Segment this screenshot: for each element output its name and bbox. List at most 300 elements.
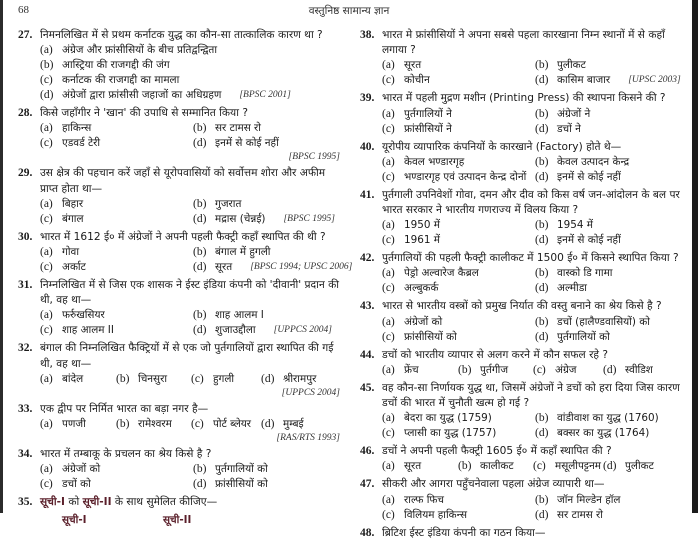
option-b <box>193 245 352 260</box>
question-block <box>18 341 340 398</box>
options-group <box>18 43 340 103</box>
option-d <box>535 170 686 185</box>
question-number: 29. <box>18 167 33 180</box>
question-number: 35. <box>18 496 33 509</box>
exam-source: [BPSC 1994; UPSC 2006] <box>250 262 353 273</box>
question-block <box>360 188 686 248</box>
option-text: अंग्रेजों को <box>404 315 443 328</box>
question-block <box>360 299 686 344</box>
option-key: (a) <box>382 219 395 232</box>
options-group <box>360 363 686 378</box>
option-d <box>193 323 340 338</box>
question-number: 43. <box>360 300 375 313</box>
option-text: आस्ट्रिया की राजगद्दी की जंग <box>62 59 170 72</box>
option-text: सूरत <box>404 460 422 473</box>
question-stem <box>18 341 340 371</box>
option-key: (a) <box>40 246 53 259</box>
option-text: पुर्तगालियों को <box>215 463 268 476</box>
option-a <box>40 121 193 136</box>
option-text: गुजरात <box>215 197 242 210</box>
option-d <box>535 122 686 137</box>
option-a <box>382 459 458 474</box>
options-group <box>18 462 340 492</box>
question-text: यूरोपीय व्यापारिक कंपनियों के कारखाने (Factory) होते थे— <box>382 140 622 153</box>
option-a <box>40 43 340 58</box>
option-text: अल्बुकर्क <box>404 282 439 295</box>
option-b <box>116 417 191 432</box>
option-key: (a) <box>382 493 395 506</box>
option-key: (a) <box>382 460 395 473</box>
option-key: (b) <box>193 122 207 135</box>
option-text: कालीकट <box>480 460 514 473</box>
option-c <box>382 233 535 248</box>
option-key: (c) <box>382 122 395 135</box>
option-text: अंग्रेजों द्वारा फ्रांसीसी जहाजों का अधिग्रहण <box>62 89 222 102</box>
list-label: सूची-II <box>82 496 112 509</box>
question-stem <box>18 495 340 510</box>
option-text: पुलीकट <box>625 460 654 473</box>
question-number: 34. <box>18 448 33 461</box>
option-key: (c) <box>191 372 204 385</box>
option-key: (a) <box>40 463 53 476</box>
options-group <box>360 459 686 474</box>
option-text: चिनसुरा <box>138 372 168 385</box>
option-key: (a) <box>382 59 395 72</box>
option-text: हुगली <box>213 372 235 385</box>
option-c <box>382 426 535 441</box>
option-key: (b) <box>535 107 549 120</box>
option-key: (c) <box>40 478 53 491</box>
option-text: इनमें से कोई नहीं <box>557 234 621 247</box>
question-number: 39. <box>360 92 375 105</box>
option-d <box>535 281 686 296</box>
question-text: पुर्तगालियों की पहली फैक्ट्री कालीकट में 1500 ई० में किसने स्थापित किया ? <box>382 252 679 265</box>
question-text: बंगाल की निम्नलिखित फैक्ट्रियों में से एक जो पुर्तगालियों द्वारा स्थापित की गई थी, वह था— <box>40 342 334 370</box>
option-c <box>40 260 193 275</box>
option-key: (c) <box>40 324 53 337</box>
question-block <box>360 28 686 88</box>
option-key: (a) <box>382 267 395 280</box>
option-text: मद्रास (चेन्नई) <box>215 212 266 225</box>
exam-source: [UPPCS 2004] <box>273 325 332 336</box>
option-text: फ्रांसीसियों को <box>215 478 268 491</box>
options-group <box>18 121 340 151</box>
option-text: मसूलीपट्टनम <box>555 460 601 473</box>
option-text: शुजाउद्दौला <box>215 324 256 337</box>
page-number: 68 <box>18 4 29 16</box>
option-b <box>458 363 533 378</box>
option-key: (d) <box>535 330 549 343</box>
exam-source: [UPPCS 2004] <box>281 387 340 398</box>
option-d <box>535 508 686 523</box>
option-text: बंगाल <box>62 212 84 225</box>
option-c <box>382 73 535 88</box>
options-group <box>360 218 686 248</box>
question-number: 42. <box>360 252 375 265</box>
option-text: पोर्ट ब्लेयर <box>213 418 252 431</box>
option-key: (a) <box>382 155 395 168</box>
question-block <box>18 278 340 338</box>
question-text: भारत मे फ्रांसीसियों ने अपना सबसे पहला कारखाना निम्न स्थानों में से कहाँ लगाया ? <box>382 29 665 57</box>
option-key: (a) <box>40 44 53 57</box>
option-d <box>261 372 340 387</box>
option-key: (b) <box>193 197 207 210</box>
option-b <box>193 121 340 136</box>
option-d <box>535 233 686 248</box>
option-a <box>382 266 535 281</box>
question-block <box>18 28 340 103</box>
options-group <box>360 58 686 88</box>
option-d <box>603 459 686 474</box>
question-text: उस क्षेत्र की पहचान करें जहाँ से यूरोपवासियों को सर्वोत्तम शोरा और अफीम प्राप्त होता था— <box>40 167 326 195</box>
option-text: शाह आलम II <box>62 324 114 337</box>
option-text: वांडीवाश का युद्ध (1760) <box>557 412 659 425</box>
option-c <box>191 417 261 432</box>
question-text: डचों को भारतीय व्यापार से अलग करने में कौन सफल रहे ? <box>382 348 609 361</box>
option-b <box>40 58 340 73</box>
question-number: 45. <box>360 381 375 394</box>
option-d <box>193 212 340 227</box>
option-text: डचों (हालैण्डवासियों) को <box>557 315 650 328</box>
option-key: (b) <box>40 59 54 72</box>
option-d <box>535 330 686 345</box>
option-text: फ्रांसीसियों को <box>404 330 457 343</box>
option-key: (c) <box>382 427 395 440</box>
option-b <box>193 197 340 212</box>
question-text: एक द्वीप पर निर्मित भारत का बड़ा नगर है— <box>40 402 209 415</box>
option-key: (b) <box>193 463 207 476</box>
options-group <box>360 155 686 185</box>
question-block <box>360 381 686 441</box>
question-text: भारत में तम्बाकू के प्रचलन का श्रेय किसे है ? <box>40 448 212 461</box>
option-text: बेदरा का युद्ध (1759) <box>404 412 492 425</box>
option-a <box>382 218 535 233</box>
option-a <box>40 372 116 387</box>
option-d <box>261 417 340 432</box>
option-b <box>535 218 686 233</box>
option-text: बिहार <box>62 197 84 210</box>
option-text: फर्रुखसियर <box>62 309 105 322</box>
options-group <box>360 493 686 523</box>
option-a <box>40 417 116 432</box>
option-a <box>40 197 193 212</box>
option-c <box>40 212 193 227</box>
option-b <box>116 372 191 387</box>
left-column <box>18 28 353 531</box>
option-key: (d) <box>535 282 549 295</box>
question-number: 48. <box>360 526 375 539</box>
question-number: 46. <box>360 445 375 458</box>
exam-source: [UPSC 2003] <box>628 75 681 86</box>
option-key: (d) <box>193 324 207 337</box>
question-number: 31. <box>18 279 33 292</box>
question-text: निमनलिखित में से प्रथम कर्नाटक युद्ध का कौन-सा तात्कालिक कारण था ? <box>40 29 323 41</box>
option-key: (d) <box>193 478 207 491</box>
option-b <box>535 411 686 426</box>
question-number: 28. <box>18 107 33 120</box>
option-text: राल्फ फिच <box>404 493 445 506</box>
question-text: निम्नलिखित में से जिस एक शासक ने ईस्ट इंडिया कंपनी को 'दीवानी' प्रदान की थी, वह था— <box>40 279 340 307</box>
option-a <box>382 363 458 378</box>
options-group <box>18 197 340 227</box>
option-text: केवल उत्पादन केन्द्र <box>557 155 630 168</box>
option-key: (d) <box>193 261 207 274</box>
option-b <box>535 58 686 73</box>
option-a <box>40 462 193 477</box>
question-text: डचों ने अपनी पहली फैक्ट्री 1605 ई० में कहाँ स्थापित की ? <box>382 445 612 458</box>
options-group <box>360 315 686 345</box>
option-text: प्लासी का युद्ध (1757) <box>404 427 497 440</box>
option-a <box>382 493 535 508</box>
option-c <box>40 136 193 151</box>
option-key: (a) <box>382 315 395 328</box>
option-d <box>193 136 340 151</box>
option-text: भण्डारगृह एवं उत्पादन केन्द्र दोनों <box>404 170 527 183</box>
question-stem <box>18 230 340 245</box>
option-c <box>40 323 193 338</box>
option-b <box>193 462 340 477</box>
option-text: जॉन मिल्डेन हॉल <box>557 493 621 506</box>
option-text: पणजी <box>62 418 86 431</box>
option-text: 1950 में <box>404 219 440 232</box>
option-key: (d) <box>535 427 549 440</box>
option-text: फ्रांसीसियों ने <box>404 122 452 135</box>
option-key: (b) <box>535 493 549 506</box>
option-text: वास्को डि गामा <box>557 267 613 280</box>
option-text: गोवा <box>62 246 80 259</box>
question-number: 38. <box>360 29 375 41</box>
match-list-header: सूची-I <box>62 514 87 527</box>
question-block <box>360 140 686 185</box>
question-stem <box>360 251 686 266</box>
option-key: (b) <box>193 309 207 322</box>
options-group <box>18 417 340 432</box>
option-text: कोचीन <box>404 74 430 87</box>
option-text: मुम्बई <box>283 418 304 431</box>
option-text: अंग्रेज और फ्रांसीसियों के बीच प्रतिद्वन्द्विता <box>62 44 218 57</box>
option-key: (c) <box>382 170 395 183</box>
option-c <box>382 122 535 137</box>
option-b <box>535 155 686 170</box>
question-block <box>18 106 340 163</box>
exam-source: [BPSC 1995] <box>283 213 335 224</box>
question-text: सीकरी और आगरा पहुँचनेवाला पहला अंग्रेज व्यापारी था— <box>382 478 605 491</box>
option-text: केवल भण्डारगृह <box>404 155 465 168</box>
option-a <box>382 107 535 122</box>
option-text: एडवर्ड टेरी <box>62 137 101 150</box>
option-text: अर्काट <box>62 261 86 274</box>
option-c <box>40 477 193 492</box>
question-block <box>18 447 340 492</box>
question-text: ब्रिटिश ईस्ट इंडिया कंपनी का गठन किया— <box>382 526 546 539</box>
option-key: (d) <box>535 234 549 247</box>
question-block <box>360 91 686 136</box>
option-key: (c) <box>533 363 546 376</box>
option-a <box>382 315 535 330</box>
question-block <box>360 477 686 522</box>
question-stem <box>18 166 340 196</box>
option-key: (d) <box>535 122 549 135</box>
option-key: (c) <box>40 212 53 225</box>
question-stem <box>360 526 686 541</box>
page-edge-left <box>0 0 3 513</box>
option-text: इनमें से कोई नहीं <box>215 137 279 150</box>
page-edge-right <box>692 0 698 513</box>
option-text: कर्नाटक की राजगद्दी का मामला <box>62 74 180 87</box>
option-key: (c) <box>382 330 395 343</box>
question-text: भारत से भारतीय वस्त्रों को प्रमुख निर्यात की वस्तु बनाने का श्रेय किसे है ? <box>382 300 662 313</box>
question-block <box>18 166 340 226</box>
option-text: डचों को <box>62 478 91 491</box>
question-text-part: के साथ सुमेलित कीजिए— <box>111 496 218 509</box>
question-number: 33. <box>18 402 33 415</box>
options-group <box>18 245 353 275</box>
option-text: अंग्रेजों को <box>62 463 101 476</box>
question-number: 27. <box>18 29 33 41</box>
options-group <box>360 107 686 137</box>
question-text: किसे जहाँगीर ने 'खान' की उपाधि से सम्मानित किया ? <box>40 107 248 120</box>
options-group <box>18 372 340 387</box>
question-stem <box>360 28 686 58</box>
exam-source: [BPSC 1995] <box>288 152 340 163</box>
question-text: पुर्तगाली उपनिवेशों गोवा, दमन और दीव को किस वर्ष जन-आंदोलन के बल पर भारत सरकार ने भारतीय गणराज्य में विलय किया ? <box>382 188 680 217</box>
option-text: अल्मीडा <box>557 282 587 295</box>
option-text: हाकिन्स <box>62 122 92 135</box>
option-text: पुर्तगालियों ने <box>404 107 452 120</box>
option-d <box>535 73 686 88</box>
option-c <box>533 459 603 474</box>
match-list-header: सूची-II <box>163 514 192 527</box>
option-d <box>193 477 340 492</box>
question-stem <box>18 402 340 417</box>
option-key: (c) <box>382 74 395 87</box>
option-key: (d) <box>603 460 617 473</box>
options-group <box>360 411 686 441</box>
match-list-headers <box>18 512 340 528</box>
question-number: 41. <box>360 188 375 201</box>
option-key: (b) <box>458 363 472 376</box>
option-key: (a) <box>40 197 53 210</box>
option-text: विलियम हाकिन्स <box>404 508 467 521</box>
option-text: पुलीकट <box>557 59 586 72</box>
option-key: (b) <box>535 219 549 232</box>
option-text: श्रीरामपुर <box>283 372 317 385</box>
option-c <box>191 372 261 387</box>
question-stem <box>18 106 340 121</box>
option-key: (b) <box>116 418 130 431</box>
option-text: इनमें से कोई नहीं <box>557 170 621 183</box>
list-label: सूची-I <box>40 496 65 509</box>
option-c <box>382 508 535 523</box>
option-key: (d) <box>535 74 549 87</box>
question-number: 44. <box>360 348 375 361</box>
option-key: (b) <box>535 267 549 280</box>
option-key: (b) <box>116 372 130 385</box>
question-text: भारत में 1612 ई० में अंग्रेजों ने अपनी पहली फैक्ट्री कहाँ स्थापित की थी ? <box>40 230 326 243</box>
question-stem <box>360 381 686 411</box>
option-d <box>603 363 686 378</box>
option-key: (b) <box>535 412 549 425</box>
option-key: (d) <box>193 212 207 225</box>
option-text: डचों ने <box>557 122 581 135</box>
option-text: पुर्तगालियों को <box>557 330 610 343</box>
option-key: (a) <box>40 122 53 135</box>
question-block <box>18 402 340 444</box>
option-text: पुर्तगीज <box>480 363 509 376</box>
option-text: 1961 में <box>404 234 440 247</box>
question-stem <box>360 188 686 218</box>
exam-source: [BPSC 2001] <box>239 90 291 101</box>
option-text: पेड्रो अल्वारेज कैब्रल <box>404 267 479 280</box>
question-stem <box>360 348 686 363</box>
option-text: सर टामस रो <box>215 122 261 135</box>
option-text: अंग्रेजों ने <box>557 107 591 120</box>
question-stem <box>360 299 686 314</box>
question-number: 32. <box>18 342 33 355</box>
option-key: (c) <box>382 282 395 295</box>
option-b <box>535 107 686 122</box>
question-block <box>360 348 686 378</box>
option-key: (c) <box>382 234 395 247</box>
question-number: 40. <box>360 140 375 153</box>
option-text: बक्सर का युद्ध (1764) <box>557 427 650 440</box>
option-key: (d) <box>603 363 617 376</box>
question-text <box>40 495 340 510</box>
option-text: कासिम बाजार <box>557 74 611 87</box>
option-key: (c) <box>382 508 395 521</box>
option-key: (a) <box>382 363 395 376</box>
option-d <box>40 88 340 103</box>
option-key: (a) <box>40 418 53 431</box>
option-key: (c) <box>191 418 204 431</box>
question-stem <box>360 477 686 492</box>
option-a <box>382 411 535 426</box>
option-text: सूरत <box>215 261 233 274</box>
option-d <box>193 260 352 275</box>
option-b <box>193 308 340 323</box>
option-text: सर टामस रो <box>557 508 603 521</box>
option-key: (b) <box>193 246 207 259</box>
option-text: शाह आलम I <box>215 309 264 322</box>
option-a <box>40 245 193 260</box>
option-c <box>382 330 535 345</box>
option-key: (d) <box>535 508 549 521</box>
option-c <box>40 73 340 88</box>
option-text: फ्रेंच <box>404 363 419 376</box>
question-stem <box>360 91 686 106</box>
option-a <box>382 58 535 73</box>
option-key: (b) <box>535 155 549 168</box>
right-column <box>360 28 686 544</box>
question-block <box>360 251 686 296</box>
option-key: (c) <box>40 74 53 87</box>
option-text: बंगाल में हुगली <box>215 246 271 259</box>
question-stem <box>18 28 340 43</box>
option-b <box>535 315 686 330</box>
option-key: (d) <box>261 418 275 431</box>
options-group <box>18 308 340 338</box>
option-text: सूरत <box>404 59 422 72</box>
option-b <box>535 266 686 281</box>
option-key: (c) <box>40 137 53 150</box>
option-key: (b) <box>458 460 472 473</box>
option-a <box>382 155 535 170</box>
question-stem <box>18 447 340 462</box>
question-stem <box>18 278 340 308</box>
question-text: भारत में पहली मुद्रण मशीन (Printing Press) की स्थापना किसने की ? <box>382 92 666 105</box>
question-block <box>360 526 686 541</box>
option-key: (d) <box>261 372 275 385</box>
